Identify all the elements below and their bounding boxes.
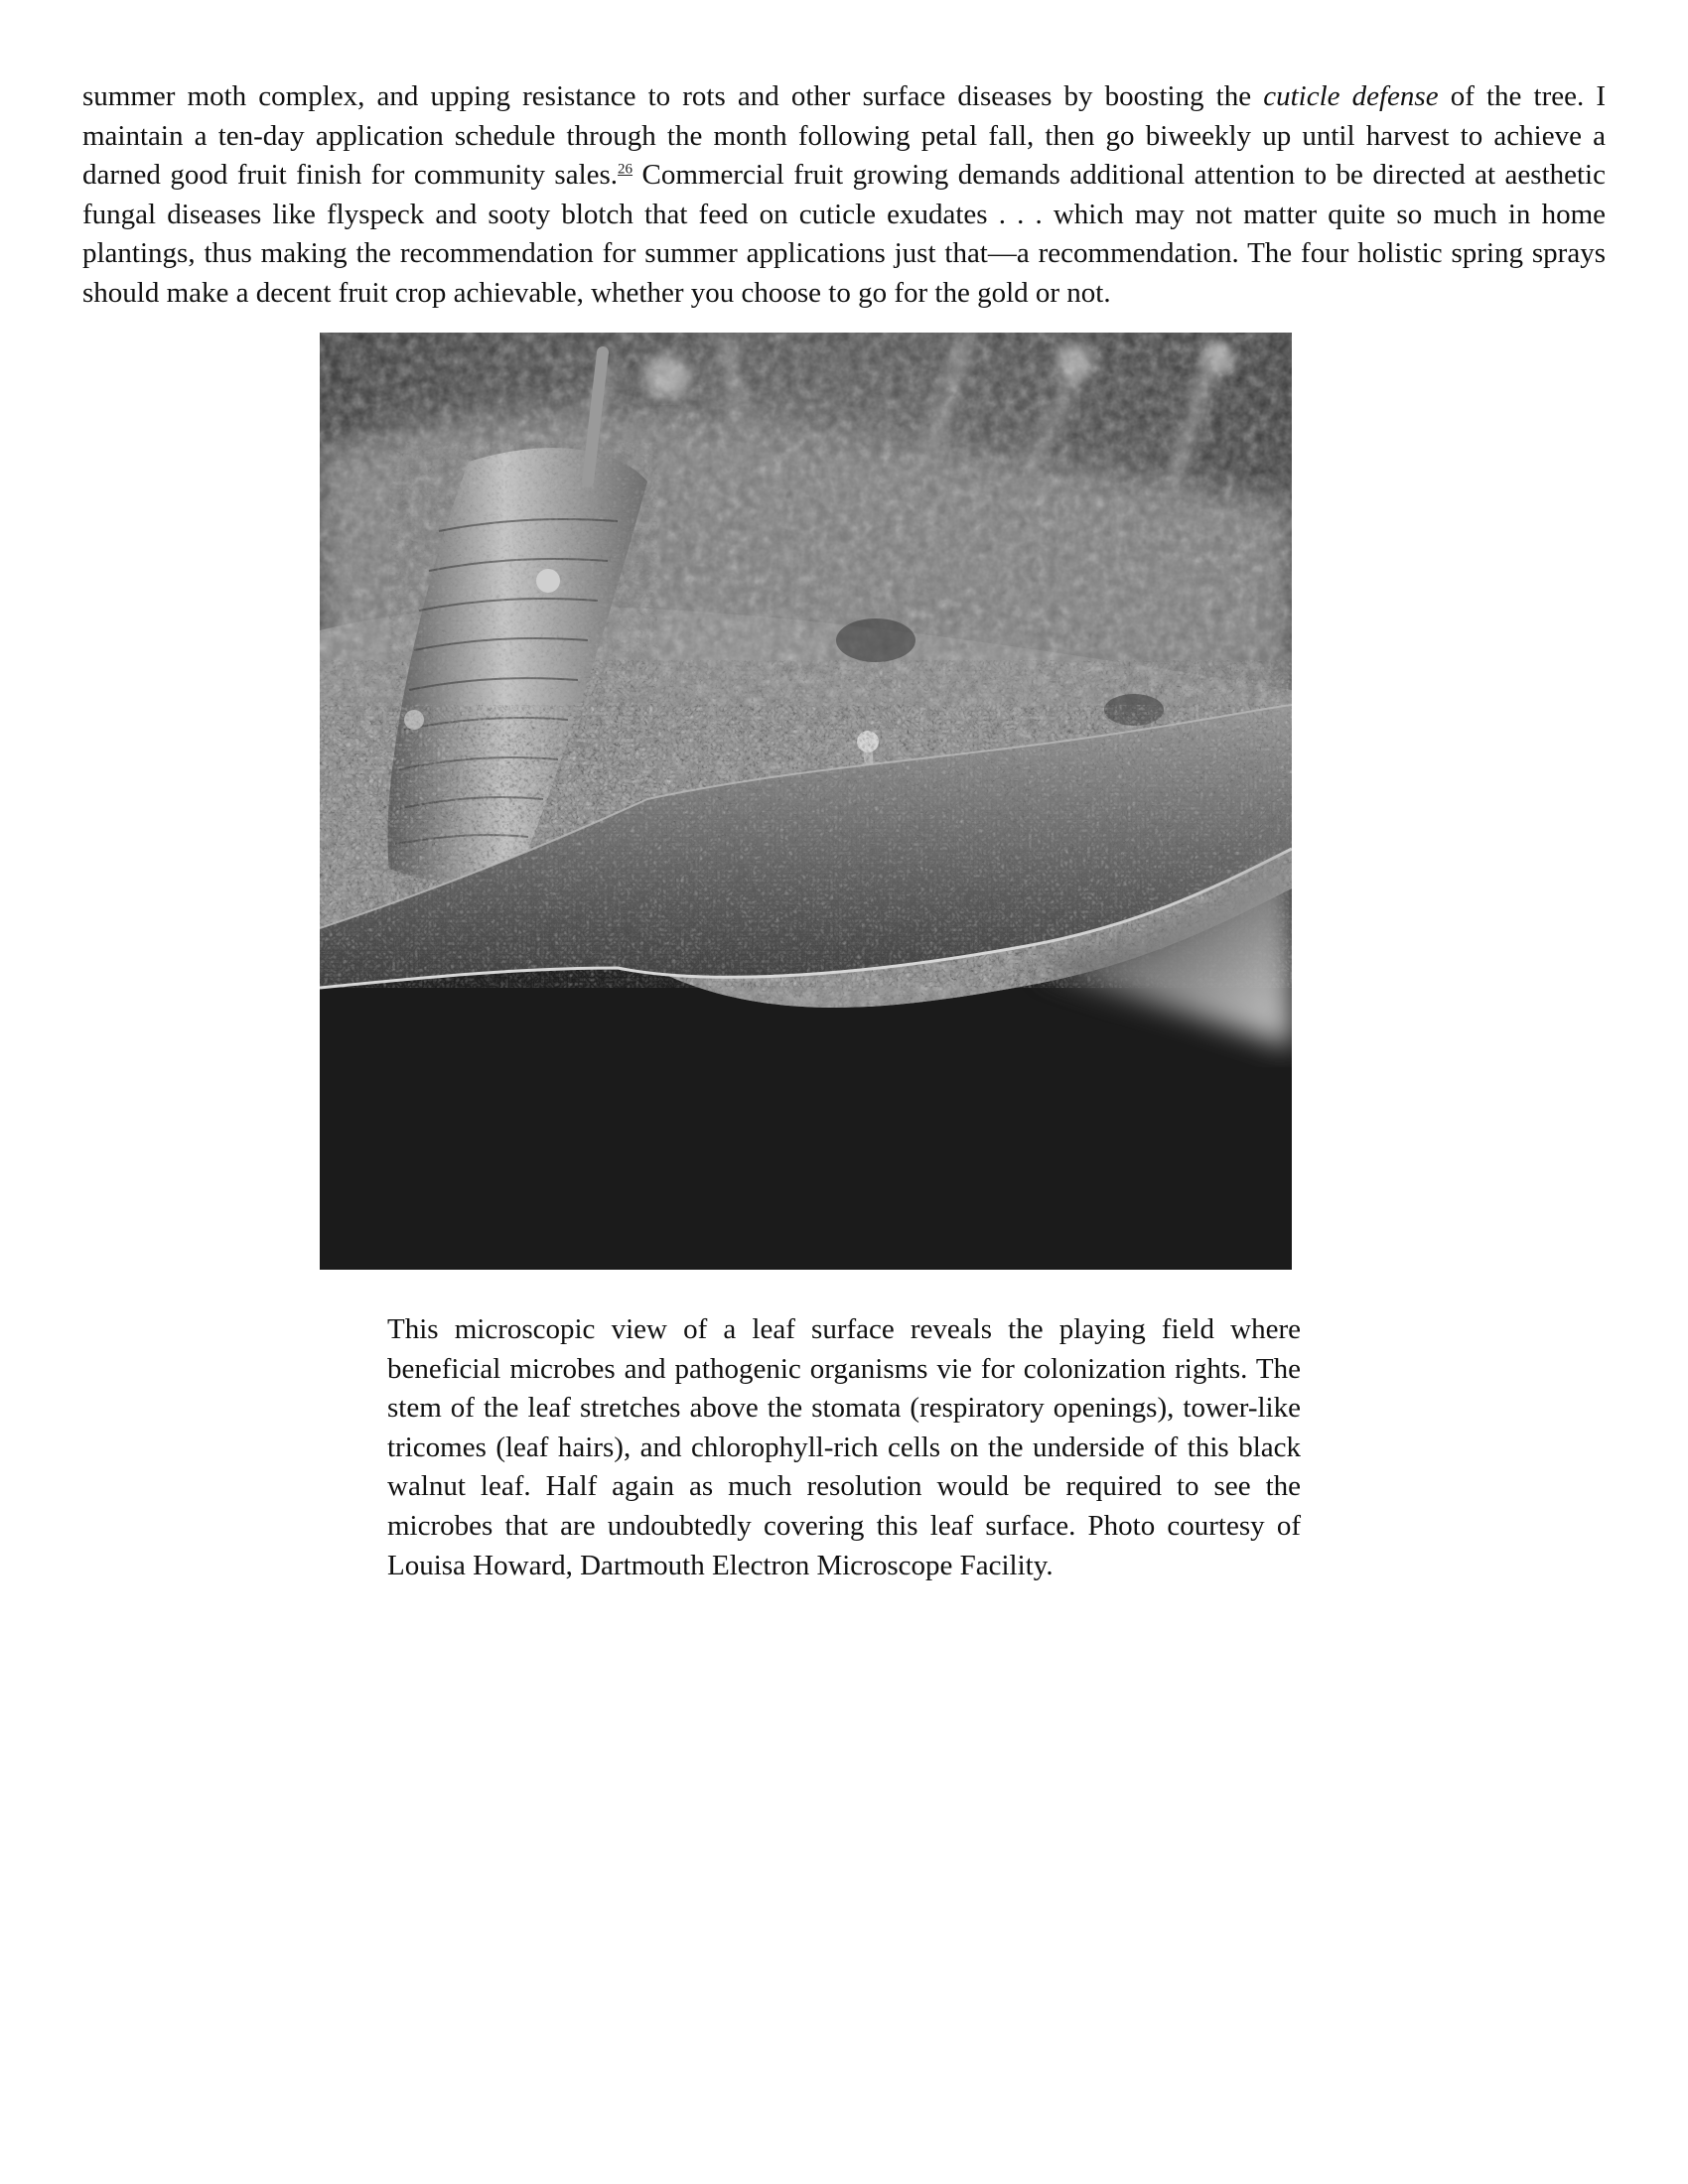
body-text-part-1: summer moth complex, and upping resistance to rots and other surface diseases by boosting the [82, 80, 1264, 112]
figure-caption: This microscopic view of a leaf surface reveals the playing field where beneficial microbes and pathogenic organisms vie for colonization rights. The stem of the leaf stretches above the stomata (respiratory openings), tower-like tricomes (leaf hairs), and chlorophyll-rich cells on the underside of this black walnut leaf. Half again as much resolution would be required to see the microbes that are undoubtedly covering this leaf surface. Photo courtesy of Louisa Howard, Dartmouth Electron Microscope Facility. [387, 1313, 1301, 1581]
body-paragraph [82, 77, 1606, 314]
footnote-reference[interactable]: 26 [618, 161, 633, 178]
emphasis-cuticle-defense: cuticle defense [1263, 80, 1439, 112]
body-text-part-2: of the tree. I maintain a ten-day application schedule through the month following petal fall, then go biweekly up until harvest to achieve a darned good fruit finish for community sales. [82, 80, 1606, 192]
micrograph-illustration [320, 333, 1292, 1270]
leaf-micrograph-image [320, 333, 1292, 1270]
body-text-part-3: Commercial fruit growing demands additional attention to be directed at aesthetic fungal diseases like flyspeck and sooty blotch that feed on cuticle exudates . . . which may not matter quite so much in home plantings, thus making the recommendation for summer applications just that—a recommendation. The four holistic spring sprays should make a decent fruit crop achievable, whether you choose to go for the gold or not. [82, 159, 1606, 309]
